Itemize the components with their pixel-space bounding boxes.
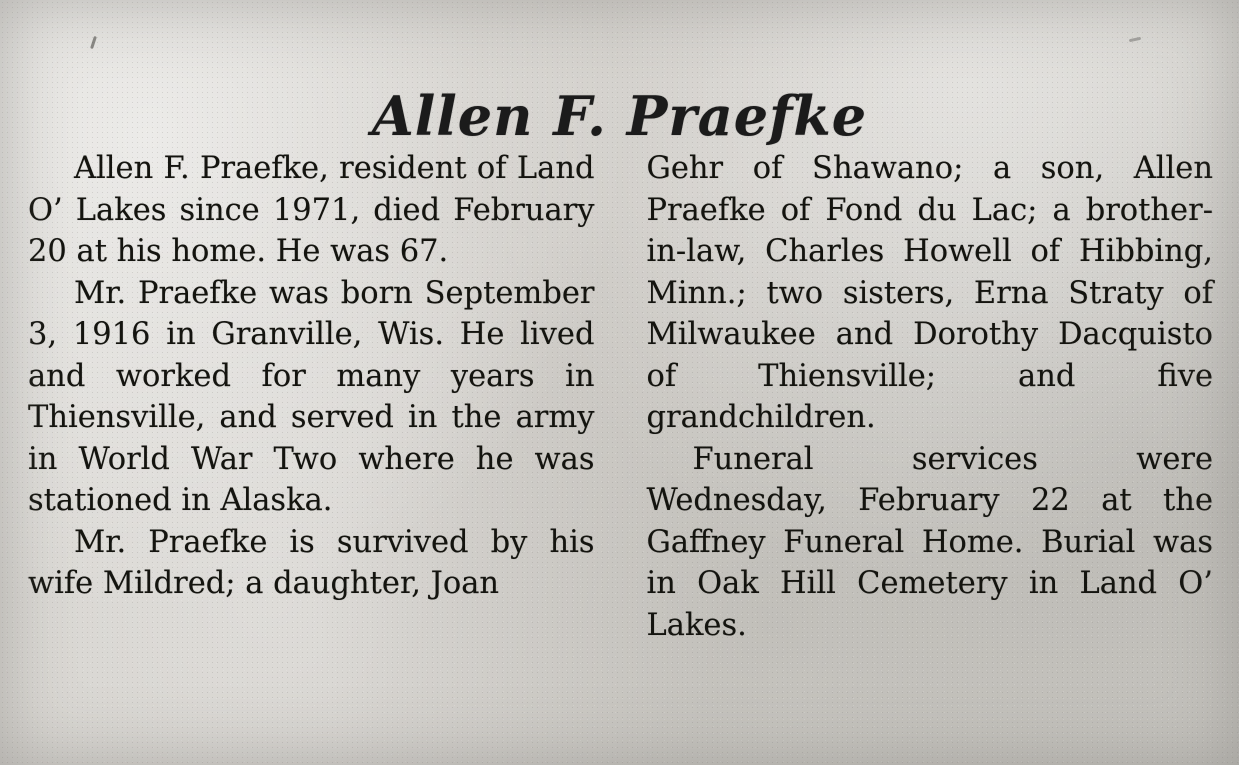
paragraph: Mr. Praefke is survived by his wife Mildred; a daughter, Joan: [28, 524, 595, 601]
paragraph: Mr. Praefke was born September 3, 1916 in Granville, Wis. He lived and worked for many years in Thiensville, and served in the army in World War Two where he was stationed in Alaska.: [28, 275, 595, 518]
paragraph: Funeral services were Wednesday, February 22 at the Gaffney Funeral Home. Burial was in Oak Hill Cemetery in Land O’ Lakes.: [646, 441, 1213, 643]
obituary-headline: Allen F. Praefke: [371, 84, 868, 149]
ink-streak-mark: [1129, 37, 1141, 42]
paragraph-continuation: Gehr of Shawano; a son, Allen Praefke of Fond du Lac; a brother-in-law, Charles Howell of Hibbing, Minn.; two sisters, Erna Straty of Milwaukee and Dorothy Dacquisto of Thiensville; and five grandchildren.: [646, 151, 1213, 435]
ink-speck-mark: [90, 36, 97, 49]
article-column-right: [647, 148, 1214, 646]
article-column-left: [28, 148, 595, 646]
paragraph: Allen F. Praefke, resident of Land O’ Lakes since 1971, died February 20 at his home. He was 67.: [28, 151, 595, 269]
article-columns: [28, 148, 1213, 646]
